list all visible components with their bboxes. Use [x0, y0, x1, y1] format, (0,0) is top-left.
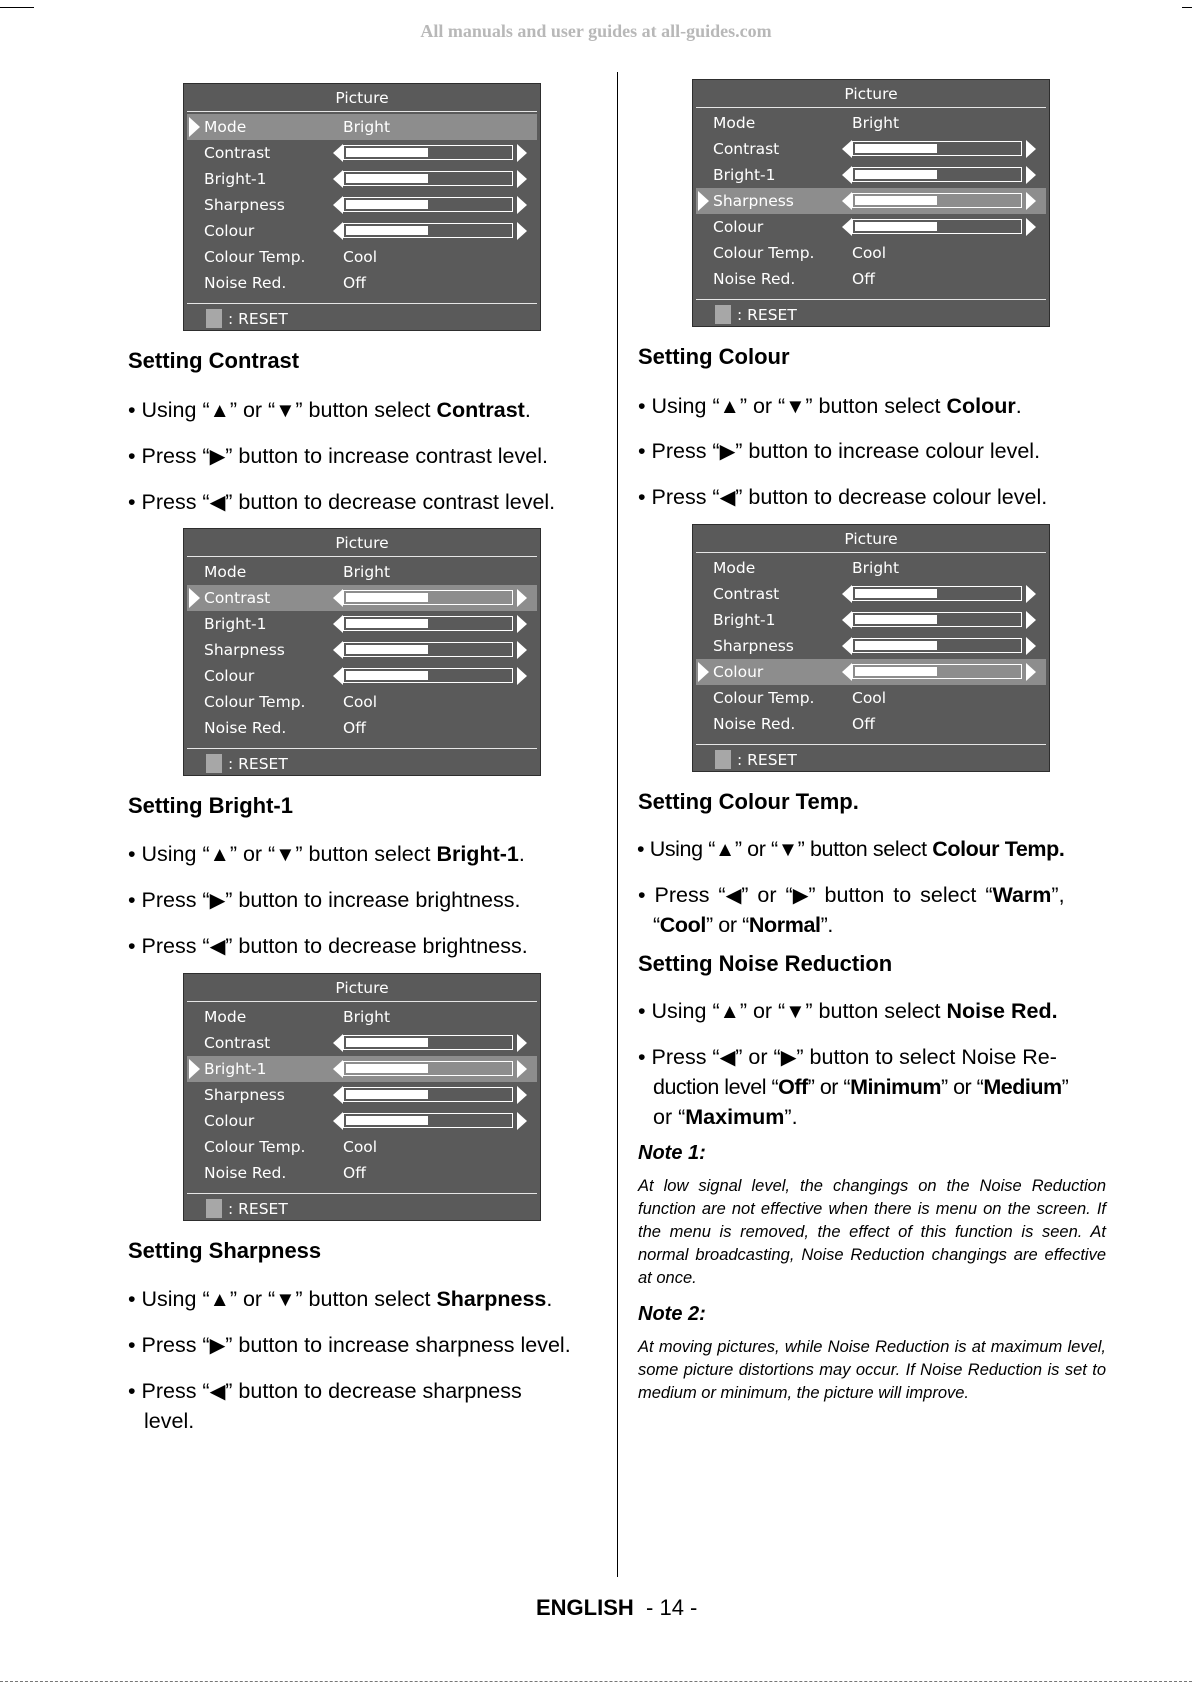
menu-row-contrast	[696, 136, 1046, 162]
menu-row-label: Bright-1	[204, 615, 267, 633]
left-arrow-icon: ◀	[209, 492, 226, 514]
heading-setting-colour-temp: Setting Colour Temp.	[638, 789, 859, 814]
menu-row-label: Colour Temp.	[713, 689, 815, 707]
selection-pointer-icon	[189, 117, 200, 137]
right-arrow-icon: ▶	[209, 446, 226, 468]
up-arrow-icon: ▲	[209, 844, 230, 866]
reset-key-icon	[206, 1199, 222, 1218]
level-bar	[852, 638, 1022, 653]
menu-row-mode	[187, 1004, 537, 1030]
menu-row-bright1	[696, 607, 1046, 633]
page-footer	[536, 1595, 697, 1621]
menu-row-contrast	[187, 140, 537, 166]
right-arrow-icon	[517, 641, 527, 659]
menu-row-label: Noise Red.	[713, 715, 796, 733]
level-bar	[343, 1061, 513, 1076]
level-fill	[346, 148, 428, 157]
menu-row-noise-red	[187, 715, 537, 741]
left-arrow-icon	[842, 192, 852, 210]
watermark: All manuals and user guides at all-guides.com	[420, 21, 772, 41]
menu-divider	[696, 552, 1046, 553]
level-fill	[855, 615, 937, 624]
contrast-bullet-decrease: • Press “◀” button to decrease contrast level.	[128, 490, 556, 514]
left-arrow-icon	[842, 663, 852, 681]
menu-row-value: Cool	[343, 1138, 378, 1156]
contrast-bullet-select: • Using “▲” or “▼” button select Contrast.	[128, 398, 531, 422]
down-arrow-icon: ▼	[275, 1289, 296, 1311]
right-arrow-icon	[1026, 192, 1036, 210]
right-arrow-icon: ▶	[719, 441, 736, 463]
level-fill	[346, 619, 428, 628]
right-arrow-icon	[1026, 611, 1036, 629]
heading-setting-colour: Setting Colour	[638, 344, 790, 369]
left-arrow-icon	[333, 1086, 343, 1104]
heading-setting-sharpness: Setting Sharpness	[128, 1238, 322, 1263]
level-bar	[343, 1113, 513, 1128]
menu-row-label: Noise Red.	[204, 274, 287, 292]
bright1-bullet-decrease: • Press “◀” button to decrease brightness.	[128, 934, 528, 958]
menu-row-label: Sharpness	[204, 196, 285, 214]
level-fill	[346, 226, 428, 235]
reset-label: : RESET	[228, 310, 288, 328]
picture-menu-contrast	[183, 528, 541, 776]
left-arrow-icon	[842, 140, 852, 158]
menu-row-label: Contrast	[713, 140, 780, 158]
level-bar	[343, 642, 513, 657]
noise-bullet-options-cont: duction level “Off” or “Minimum” or “Medium”	[653, 1075, 1069, 1099]
menu-row-colour-temp	[696, 240, 1046, 266]
menu-row-value: Off	[343, 1164, 366, 1182]
sharpness-bullet-decrease-cont: level.	[144, 1409, 195, 1433]
menu-title: Picture	[335, 979, 389, 997]
colour-temp-bullet-options-cont: “Cool” or “Normal”.	[653, 913, 833, 937]
bottom-rule	[0, 1681, 1192, 1682]
level-fill	[346, 593, 428, 602]
menu-divider	[187, 111, 537, 112]
right-arrow-icon	[517, 667, 527, 685]
right-arrow-icon: ▶	[780, 1047, 797, 1069]
right-arrow-icon: ▶	[792, 885, 809, 907]
menu-row-label: Bright-1	[713, 166, 776, 184]
menu-row-bright1	[187, 611, 537, 637]
menu-row-label: Sharpness	[204, 1086, 285, 1104]
menu-row-bright1	[187, 166, 537, 192]
level-bar	[852, 219, 1022, 234]
level-fill	[346, 200, 428, 209]
menu-row-mode	[696, 110, 1046, 136]
menu-divider	[187, 303, 537, 304]
level-fill	[346, 1116, 428, 1125]
menu-row-value: Off	[343, 274, 366, 292]
left-arrow-icon	[842, 166, 852, 184]
bright1-bullet-select: • Using “▲” or “▼” button select Bright-1.	[128, 842, 525, 866]
note1-title: Note 1:	[638, 1142, 706, 1164]
menu-row-label: Colour Temp.	[204, 248, 306, 266]
left-arrow-icon	[333, 170, 343, 188]
right-arrow-icon	[517, 1034, 527, 1052]
menu-row-noise-red	[187, 270, 537, 296]
menu-row-sharpness	[187, 1082, 537, 1108]
reset-key-icon	[206, 309, 222, 328]
left-arrow-icon: ◀	[719, 487, 736, 509]
colour-bullet-increase: • Press “▶” button to increase colour level.	[638, 439, 1041, 463]
menu-row-label: Mode	[204, 563, 247, 581]
menu-row-value: Bright	[852, 114, 900, 132]
page-number: - 14 -	[646, 1595, 698, 1620]
menu-row-label: Sharpness	[204, 641, 285, 659]
down-arrow-icon: ▼	[785, 1001, 806, 1023]
menu-row-label: Colour	[204, 1112, 255, 1130]
right-arrow-icon: ▶	[209, 1335, 226, 1357]
menu-row-colour-temp	[187, 1134, 537, 1160]
colour-temp-bullet-select: • Using “▲” or “▼” button select Colour Temp.	[637, 837, 1065, 861]
menu-row-colour-temp	[696, 685, 1046, 711]
right-arrow-icon	[517, 589, 527, 607]
level-bar	[852, 612, 1022, 627]
up-arrow-icon: ▲	[719, 396, 740, 418]
down-arrow-icon: ▼	[777, 839, 798, 861]
level-fill	[346, 1064, 428, 1073]
right-arrow-icon	[1026, 585, 1036, 603]
left-arrow-icon	[333, 222, 343, 240]
left-arrow-icon: ◀	[209, 1381, 226, 1403]
level-bar	[343, 223, 513, 238]
menu-row-label: Sharpness	[713, 637, 794, 655]
menu-row-value: Cool	[343, 693, 378, 711]
right-arrow-icon	[517, 615, 527, 633]
right-arrow-icon	[517, 1112, 527, 1130]
down-arrow-icon: ▼	[275, 844, 296, 866]
level-bar	[852, 664, 1022, 679]
right-arrow-icon	[1026, 637, 1036, 655]
footer-language: ENGLISH	[536, 1595, 634, 1620]
level-fill	[855, 170, 937, 179]
level-bar	[343, 1035, 513, 1050]
menu-row-sharpness	[696, 188, 1046, 214]
level-fill	[855, 144, 937, 153]
menu-row-label: Contrast	[713, 585, 780, 603]
level-fill	[346, 1038, 428, 1047]
menu-row-contrast	[187, 1030, 537, 1056]
menu-row-value: Cool	[343, 248, 378, 266]
menu-title: Picture	[335, 534, 389, 552]
left-arrow-icon	[333, 1034, 343, 1052]
note1-text: At low signal level, the changings on the Noise Reduction function are not effective when there is menu on the screen. If the menu is removed, the effect of this function is seen. At normal broadcasting, Noise Reduction changings are effective at once.	[638, 1177, 1106, 1287]
left-arrow-icon: ◀	[725, 885, 742, 907]
up-arrow-icon: ▲	[209, 400, 230, 422]
crop-mark	[0, 7, 34, 8]
menu-row-label: Noise Red.	[204, 1164, 287, 1182]
level-fill	[855, 589, 937, 598]
left-arrow-icon	[333, 144, 343, 162]
menu-row-mode	[187, 559, 537, 585]
right-arrow-icon	[517, 1060, 527, 1078]
menu-row-colour	[187, 1108, 537, 1134]
level-fill	[855, 196, 937, 205]
menu-row-label: Colour	[204, 667, 255, 685]
menu-row-label: Bright-1	[204, 170, 267, 188]
right-arrow-icon	[517, 144, 527, 162]
level-fill	[346, 174, 428, 183]
left-arrow-icon	[842, 585, 852, 603]
right-arrow-icon	[517, 222, 527, 240]
note2-text: At moving pictures, while Noise Reduction is at maximum level, some picture distortions may occur. If Noise Reduction is set to medium or minimum, the picture will improve.	[638, 1338, 1106, 1402]
menu-row-label: Colour	[713, 663, 764, 681]
menu-row-label: Colour Temp.	[204, 693, 306, 711]
menu-divider	[187, 1193, 537, 1194]
menu-row-label: Mode	[713, 559, 756, 577]
menu-row-label: Contrast	[204, 589, 271, 607]
right-arrow-icon: ▶	[209, 890, 226, 912]
left-arrow-icon	[333, 615, 343, 633]
menu-divider	[187, 556, 537, 557]
level-bar	[343, 1087, 513, 1102]
level-bar	[343, 145, 513, 160]
menu-row-mode	[696, 555, 1046, 581]
menu-row-value: Off	[343, 719, 366, 737]
menu-row-label: Colour	[713, 218, 764, 236]
left-arrow-icon	[333, 1112, 343, 1130]
down-arrow-icon: ▼	[785, 396, 806, 418]
column-divider	[617, 72, 618, 1577]
level-bar	[852, 141, 1022, 156]
selection-pointer-icon	[189, 588, 200, 608]
menu-row-label: Contrast	[204, 1034, 271, 1052]
colour-bullet-decrease: • Press “◀” button to decrease colour level.	[638, 485, 1048, 509]
heading-setting-noise-reduction: Setting Noise Reduction	[638, 951, 893, 976]
menu-row-label: Noise Red.	[204, 719, 287, 737]
up-arrow-icon: ▲	[715, 839, 735, 861]
menu-row-colour	[187, 663, 537, 689]
sharpness-bullet-decrease: • Press “◀” button to decrease sharpness	[128, 1379, 522, 1403]
left-arrow-icon	[842, 637, 852, 655]
right-arrow-icon	[1026, 166, 1036, 184]
level-bar	[343, 668, 513, 683]
sharpness-bullet-increase: • Press “▶” button to increase sharpness level.	[128, 1333, 571, 1357]
menu-row-value: Cool	[852, 689, 887, 707]
menu-row-value: Off	[852, 715, 875, 733]
picture-menu-mode	[183, 83, 541, 331]
reset-label: : RESET	[737, 751, 797, 769]
heading-setting-contrast: Setting Contrast	[128, 348, 300, 373]
noise-bullet-options-cont2: or “Maximum”.	[653, 1105, 798, 1129]
noise-bullet-select: • Using “▲” or “▼” button select Noise Red.	[638, 999, 1058, 1023]
note2-title: Note 2:	[638, 1303, 706, 1325]
left-arrow-icon	[333, 641, 343, 659]
menu-row-label: Noise Red.	[713, 270, 796, 288]
menu-title: Picture	[844, 85, 898, 103]
left-arrow-icon	[333, 196, 343, 214]
menu-row-value: Bright	[343, 1008, 391, 1026]
selection-pointer-icon	[698, 191, 709, 211]
heading-setting-bright1: Setting Bright-1	[128, 793, 293, 818]
level-bar	[852, 167, 1022, 182]
menu-row-mode	[187, 114, 537, 140]
menu-row-value: Bright	[343, 118, 391, 136]
picture-menu-sharpness	[692, 79, 1050, 327]
noise-bullet-options: • Press “◀” or “▶” button to select Noise Re-	[638, 1045, 1057, 1069]
menu-row-bright1	[187, 1056, 537, 1082]
left-arrow-icon: ◀	[209, 936, 226, 958]
menu-row-colour-temp	[187, 689, 537, 715]
menu-divider	[696, 299, 1046, 300]
right-arrow-icon	[517, 196, 527, 214]
menu-row-noise-red	[187, 1160, 537, 1186]
menu-row-label: Colour Temp.	[204, 1138, 306, 1156]
level-fill	[855, 222, 937, 231]
menu-row-label: Sharpness	[713, 192, 794, 210]
menu-row-colour	[696, 214, 1046, 240]
reset-label: : RESET	[228, 755, 288, 773]
menu-row-label: Colour	[204, 222, 255, 240]
selection-pointer-icon	[189, 1059, 200, 1079]
menu-title: Picture	[335, 89, 389, 107]
right-arrow-icon	[517, 1086, 527, 1104]
menu-row-value: Cool	[852, 244, 887, 262]
level-bar	[343, 171, 513, 186]
bright1-bullet-increase: • Press “▶” button to increase brightness.	[128, 888, 521, 912]
colour-temp-bullet-options: • Press “◀” or “▶” button to select “Warm”,	[638, 883, 1065, 907]
menu-row-value: Bright	[343, 563, 391, 581]
menu-row-noise-red	[696, 266, 1046, 292]
right-arrow-icon	[1026, 140, 1036, 158]
left-arrow-icon	[333, 1060, 343, 1078]
menu-row-sharpness	[187, 192, 537, 218]
level-fill	[346, 1090, 428, 1099]
menu-row-colour	[187, 218, 537, 244]
picture-menu-bright1	[183, 973, 541, 1221]
menu-row-value: Bright	[852, 559, 900, 577]
sharpness-bullet-select: • Using “▲” or “▼” button select Sharpness.	[128, 1287, 553, 1311]
menu-row-label: Mode	[713, 114, 756, 132]
left-arrow-icon	[842, 218, 852, 236]
menu-row-label: Mode	[204, 118, 247, 136]
right-arrow-icon	[1026, 218, 1036, 236]
up-arrow-icon: ▲	[719, 1001, 740, 1023]
menu-row-label: Colour Temp.	[713, 244, 815, 262]
menu-row-label: Contrast	[204, 144, 271, 162]
menu-row-label: Mode	[204, 1008, 247, 1026]
left-arrow-icon	[333, 667, 343, 685]
level-bar	[852, 586, 1022, 601]
menu-row-bright1	[696, 162, 1046, 188]
selection-pointer-icon	[698, 662, 709, 682]
level-bar	[852, 193, 1022, 208]
crop-mark	[1182, 7, 1192, 8]
right-arrow-icon	[517, 170, 527, 188]
menu-row-sharpness	[187, 637, 537, 663]
menu-divider	[696, 744, 1046, 745]
menu-row-contrast	[187, 585, 537, 611]
left-arrow-icon	[842, 611, 852, 629]
level-bar	[343, 590, 513, 605]
level-fill	[346, 645, 428, 654]
contrast-bullet-increase: • Press “▶” button to increase contrast level.	[128, 444, 548, 468]
menu-row-contrast	[696, 581, 1046, 607]
reset-label: : RESET	[737, 306, 797, 324]
menu-divider	[696, 107, 1046, 108]
menu-row-label: Bright-1	[713, 611, 776, 629]
reset-label: : RESET	[228, 1200, 288, 1218]
down-arrow-icon: ▼	[275, 400, 296, 422]
level-fill	[346, 671, 428, 680]
menu-row-value: Off	[852, 270, 875, 288]
level-bar	[343, 197, 513, 212]
menu-row-label: Bright-1	[204, 1060, 267, 1078]
menu-divider	[187, 748, 537, 749]
menu-row-noise-red	[696, 711, 1046, 737]
picture-menu-colour	[692, 524, 1050, 772]
menu-title: Picture	[844, 530, 898, 548]
menu-divider	[187, 1001, 537, 1002]
menu-row-colour	[696, 659, 1046, 685]
left-arrow-icon: ◀	[719, 1047, 736, 1069]
up-arrow-icon: ▲	[209, 1289, 230, 1311]
reset-key-icon	[206, 754, 222, 773]
level-fill	[855, 667, 937, 676]
menu-row-colour-temp	[187, 244, 537, 270]
left-arrow-icon	[333, 589, 343, 607]
right-arrow-icon	[1026, 663, 1036, 681]
level-bar	[343, 616, 513, 631]
colour-bullet-select: • Using “▲” or “▼” button select Colour.	[638, 394, 1022, 418]
menu-row-sharpness	[696, 633, 1046, 659]
reset-key-icon	[715, 305, 731, 324]
reset-key-icon	[715, 750, 731, 769]
level-fill	[855, 641, 937, 650]
